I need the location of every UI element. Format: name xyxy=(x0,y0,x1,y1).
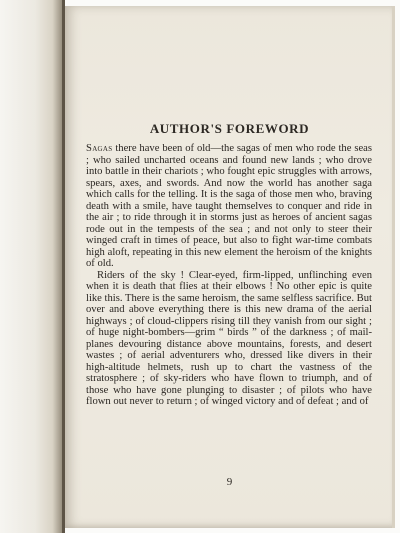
paragraph-1-lead-word: Sagas xyxy=(86,143,113,154)
page-number: 9 xyxy=(226,476,233,488)
book-binding xyxy=(0,0,64,533)
paragraph-2: Riders of the sky ! Clear-eyed, firm-lipped, unflinching even when it is death that flies at their elbows ! No other epic is quite like this. There is the same heroism, the same selfless sacrifice. But over and above everything there is this new drama of the aerial highways ; of cloud-clippers rising till they vanish from our sight ; of huge night-bombers—grim “ birds ” of the darkness ; of mail-planes devouring distance above mountains, forests, and desert wastes ; of aerial adventurers who, dressed like divers in their high-altitude helmets, rush up to chart the vastness of the stratosphere ; of sky-riders who have flown to triumph, and of those who have gone plunging to disaster ; of pilots who have flown out never to return ; of winged victory and of defeat ; and of xyxy=(86,269,372,407)
paragraph-1-text: there have been of old—the sagas of men who rode the seas ; who sailed uncharted oceans and found new lands ; who drove into battle in their chariots ; who fought epic struggles with arrows, spears, axes, and swords. And now the world has another saga which calls for the telling. It is the saga of those men who, braving death with a smile, have taught themselves to conquer and ride in the air ; to ride through it in storms just as heroes of ancient sagas rode out in the tempests of the sea ; and not only to steer their winged craft in times of peace, but also to fight war-time combats high aloft, repeating in this new element the heroism of the knights of old. xyxy=(86,143,372,269)
page-edge xyxy=(392,6,395,528)
page-body xyxy=(86,143,372,408)
paragraph-1 xyxy=(86,143,372,270)
chapter-heading: AUTHOR'S FOREWORD xyxy=(149,121,310,136)
